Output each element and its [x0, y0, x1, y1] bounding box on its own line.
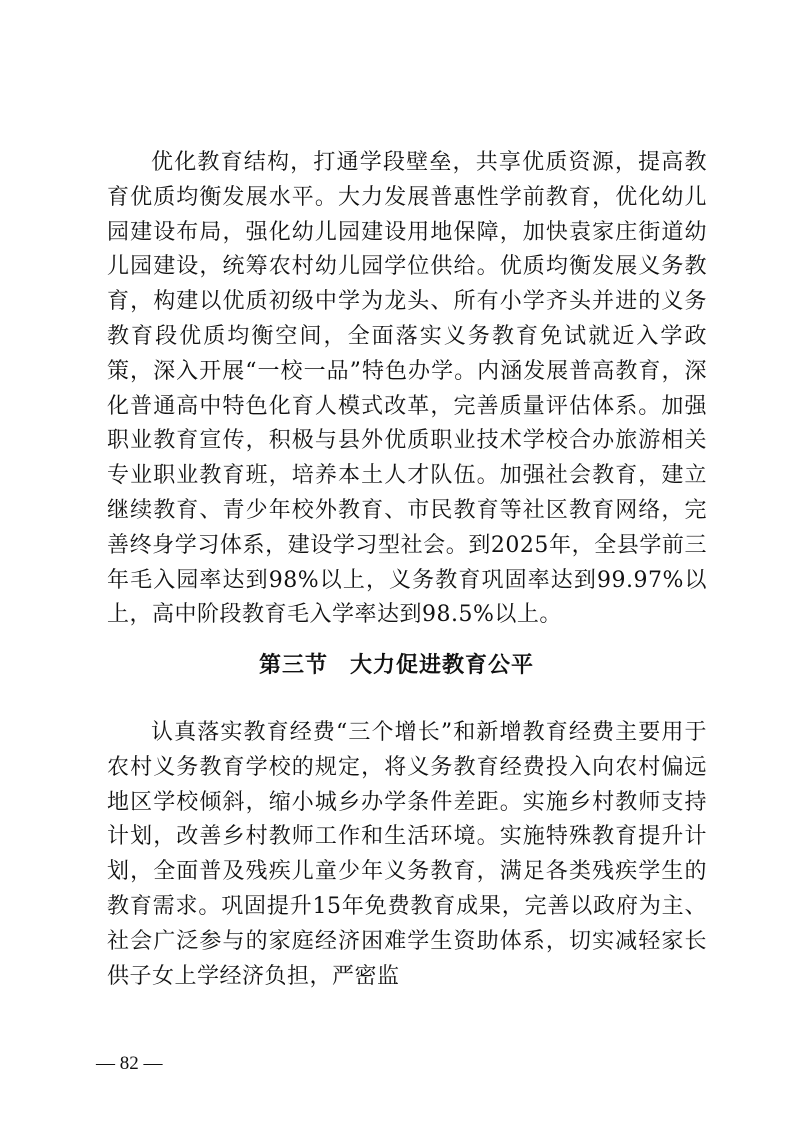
body-paragraph: 认真落实教育经费“三个增长”和新增教育经费主要用于农村义务教育学校的规定，将义务教育经费投入向农村偏远地区学校倾斜，缩小城乡办学条件差距。实施乡村教师支持计划，改善乡村教师工作和生活环境。实施特殊教育提升计划，全面普及残疾儿童少年义务教育，满足各类残疾学生的教育需求。巩固提升15年免费教育成果，完善以政府为主、社会广泛参与的家庭经济困难学生资助体系，切实减轻家长供子女上学经济负担，严密监 — [107, 720, 707, 989]
section-heading — [0, 648, 793, 679]
page-number: — 82 — — [96, 1053, 163, 1074]
body-paragraph: 优化教育结构，打通学段壁垒，共享优质资源，提高教育优质均衡发展水平。大力发展普惠性学前教育，优化幼儿园建设布局，强化幼儿园建设用地保障，加快袁家庄街道幼儿园建设，统筹农村幼儿园学位供给。优质均衡发展义务教育，构建以优质初级中学为龙头、所有小学齐头并进的义务教育段优质均衡空间，全面落实义务教育免试就近入学政策，深入开展“一校一品”特色办学。内涵发展普高教育，深化普通高中特色化育人模式改革，完善质量评估体系。加强职业教育宣传，积极与县外优质职业技术学校合办旅游相关专业职业教育班，培养本土人才队伍。加强社会教育，建立继续教育、青少年校外教育、市民教育等社区教育网络，完善终身学习体系，建设学习型社会。到2025年，全县学前三年毛入园率达到98%以上，义务教育巩固率达到99.97%以上，高中阶段教育毛入学率达到98.5%以上。 — [107, 150, 707, 628]
section-number: 第三节 — [258, 653, 328, 678]
section-title: 大力促进教育公平 — [350, 653, 535, 678]
